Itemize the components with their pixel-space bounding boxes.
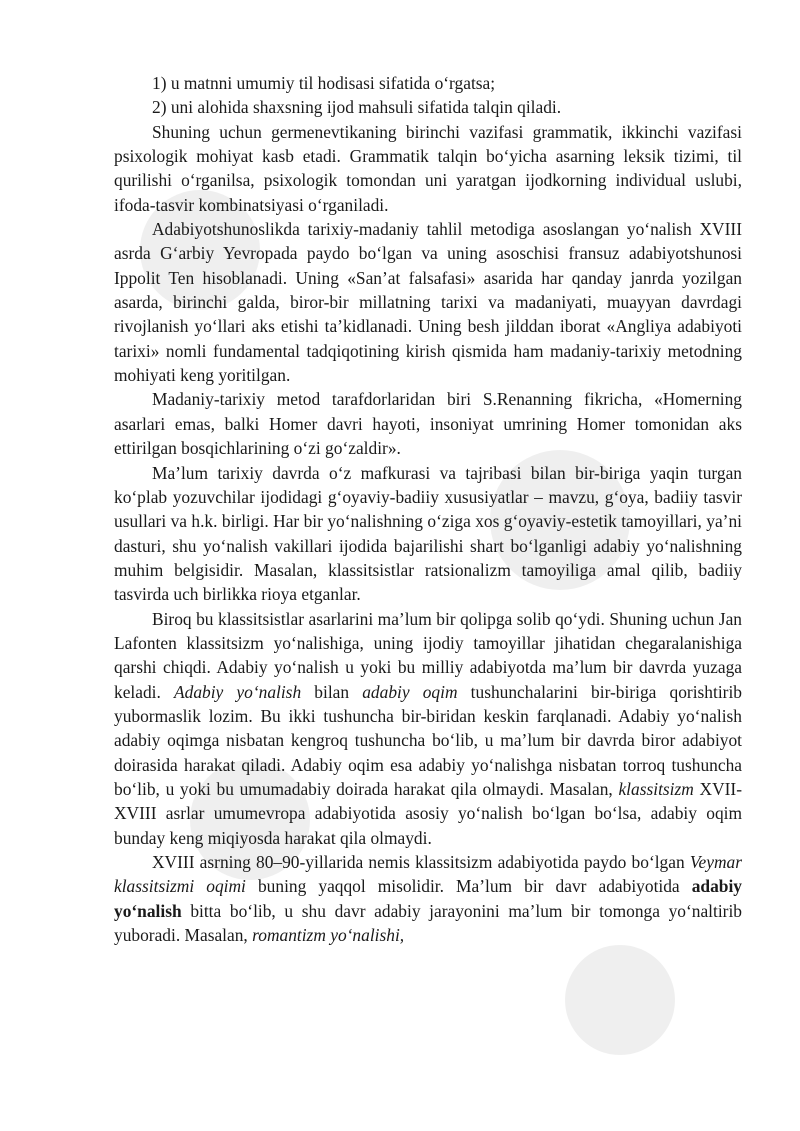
paragraph-classicism	[114, 607, 742, 850]
text-run: tushunchalarini bir-biriga qorishtirib yubormaslik lozim. Bu ikki tushuncha bir-biridan keskin farqlanadi. Adabiy yo‘nalish adabiy oqimga nisbatan kengroq tushuncha bo‘lib, u ma’lum bir davrda biror adabiyot doirasida harakat qiladi. Adabiy oqim esa adabiy yo‘nalishga nisbatan torroq tushuncha bo‘lib, u yoki bu umumadabiy doirada harakat qila olmaydi. Masalan,	[114, 681, 742, 799]
text-run: XVIII asrning 80–90-yillarida nemis klassitsizm adabiyotida paydo bo‘lgan	[152, 852, 690, 872]
list-item: 1) u matnni umumiy til hodisasi sifatida o‘rgatsa;	[152, 73, 496, 93]
paragraph-hermeneutics: Shuning uchun germenevtikaning birinchi vazifasi grammatik, ikkinchi vazifasi psixologik mohiyat kasb etadi. Grammatik talqin bo‘yicha asarning leksik tizimi, til qurilishi o‘rganilsa, psixologik tomondan uni yaratgan ijodkorning individual uslubi, ifoda-tasvir kombinatsiyasi o‘rganiladi.	[114, 121, 742, 215]
text-run: Biroq bu klassitsistlar asarlarini ma’lum bir qolipga solib qo‘ydi. Shuning uchun Jan Lafonten klassitsizm yo‘nalishiga, uning ijodiy tamoyillar jihatidan chegaralanishiga qarshi chiqdi. Adabiy yo‘nalish u yoki bu milliy adabiyotda ma’lum bir davrda yuzaga keladi.	[114, 608, 742, 702]
emphasis-term: Veymar klassitsizmi oqimi	[114, 852, 742, 897]
bold-term: adabiy yo‘nalish	[114, 876, 742, 921]
emphasis-term: romantizm yo‘nalishi,	[252, 925, 405, 946]
paragraph-weimar-classicism	[114, 850, 742, 947]
emphasis-term: klassitsizm	[618, 778, 694, 799]
text-run: bilan	[301, 681, 363, 702]
paragraph-cultural-historical-method: Adabiyotshunoslikda tarixiy-madaniy tahlil metodiga asoslangan yo‘nalish XVIII asrda G‘arbiy Yevropada paydo bo‘lgan va uning asoschisi fransuz adabiyotshunosi Ippolit Ten hisoblanadi. Uning «San’at falsafasi» asarida har qanday janrda yozilgan asarda, birinchi galda, biror-bir millatning tarixi va madaniyati, muayyan davrdagi rivojlanish yo‘llari aks etishi ta’kidlanadi. Uning besh jilddan iborat «Angliya adabiyoti tarixi» nomli fundamental tadqiqotining kirish qismida ham madaniy-tarixiy metodning mohiyati keng yoritilgan.	[114, 219, 742, 386]
list-item: 2) uni alohida shaxsning ijod mahsuli sifatida talqin qiladi.	[152, 97, 562, 118]
emphasis-term: adabiy oqim	[362, 681, 458, 702]
document-page	[114, 71, 742, 947]
paragraph-renan-quote: Madaniy-tarixiy metod tarafdorlaridan biri S.Renanning fikricha, «Homerning asarlari emas, balki Homer davri hayoti, insoniyat umrining Homer tomonidan aks ettirilgan bosqichlarining o‘zi go‘zaldir».	[114, 389, 742, 459]
paragraph-literary-direction: Ma’lum tarixiy davrda o‘z mafkurasi va tajribasi bilan bir-biriga yaqin turgan ko‘plab yozuvchilar ijodidagi g‘oyaviy-badiiy xususiyatlar – mavzu, g‘oya, badiiy tasvir usullari va h.k. birligi. Har bir yo‘nalishning o‘ziga xos g‘oyaviy-estetik tamoyillari, ya’ni dasturi, shu yo‘nalish vakillari ijodida bajarilishi shart bo‘lganligi adabiy yo‘nalishning muhim belgisidir. Masalan, klassitsistlar ratsionalizm tamoyiliga amal qilib, badiiy tasvirda uch birlikka rioya etganlar.	[114, 462, 742, 605]
text-run: bitta bo‘lib, u shu davr adabiy jarayonini ma’lum bir tomonga yo‘naltirib yuboradi. Masalan,	[114, 900, 742, 946]
emphasis-term: Adabiy yo‘nalish	[174, 681, 302, 702]
text-run: buning yaqqol misolidir. Ma’lum bir davr adabiyotida	[245, 876, 692, 897]
text-run: XVII-XVIII asrlar umumevropa adabiyotida asosiy yo‘nalish bo‘lgan bo‘lsa, adabiy oqim bunday keng miqiyosda harakat qila olmaydi.	[114, 778, 742, 848]
